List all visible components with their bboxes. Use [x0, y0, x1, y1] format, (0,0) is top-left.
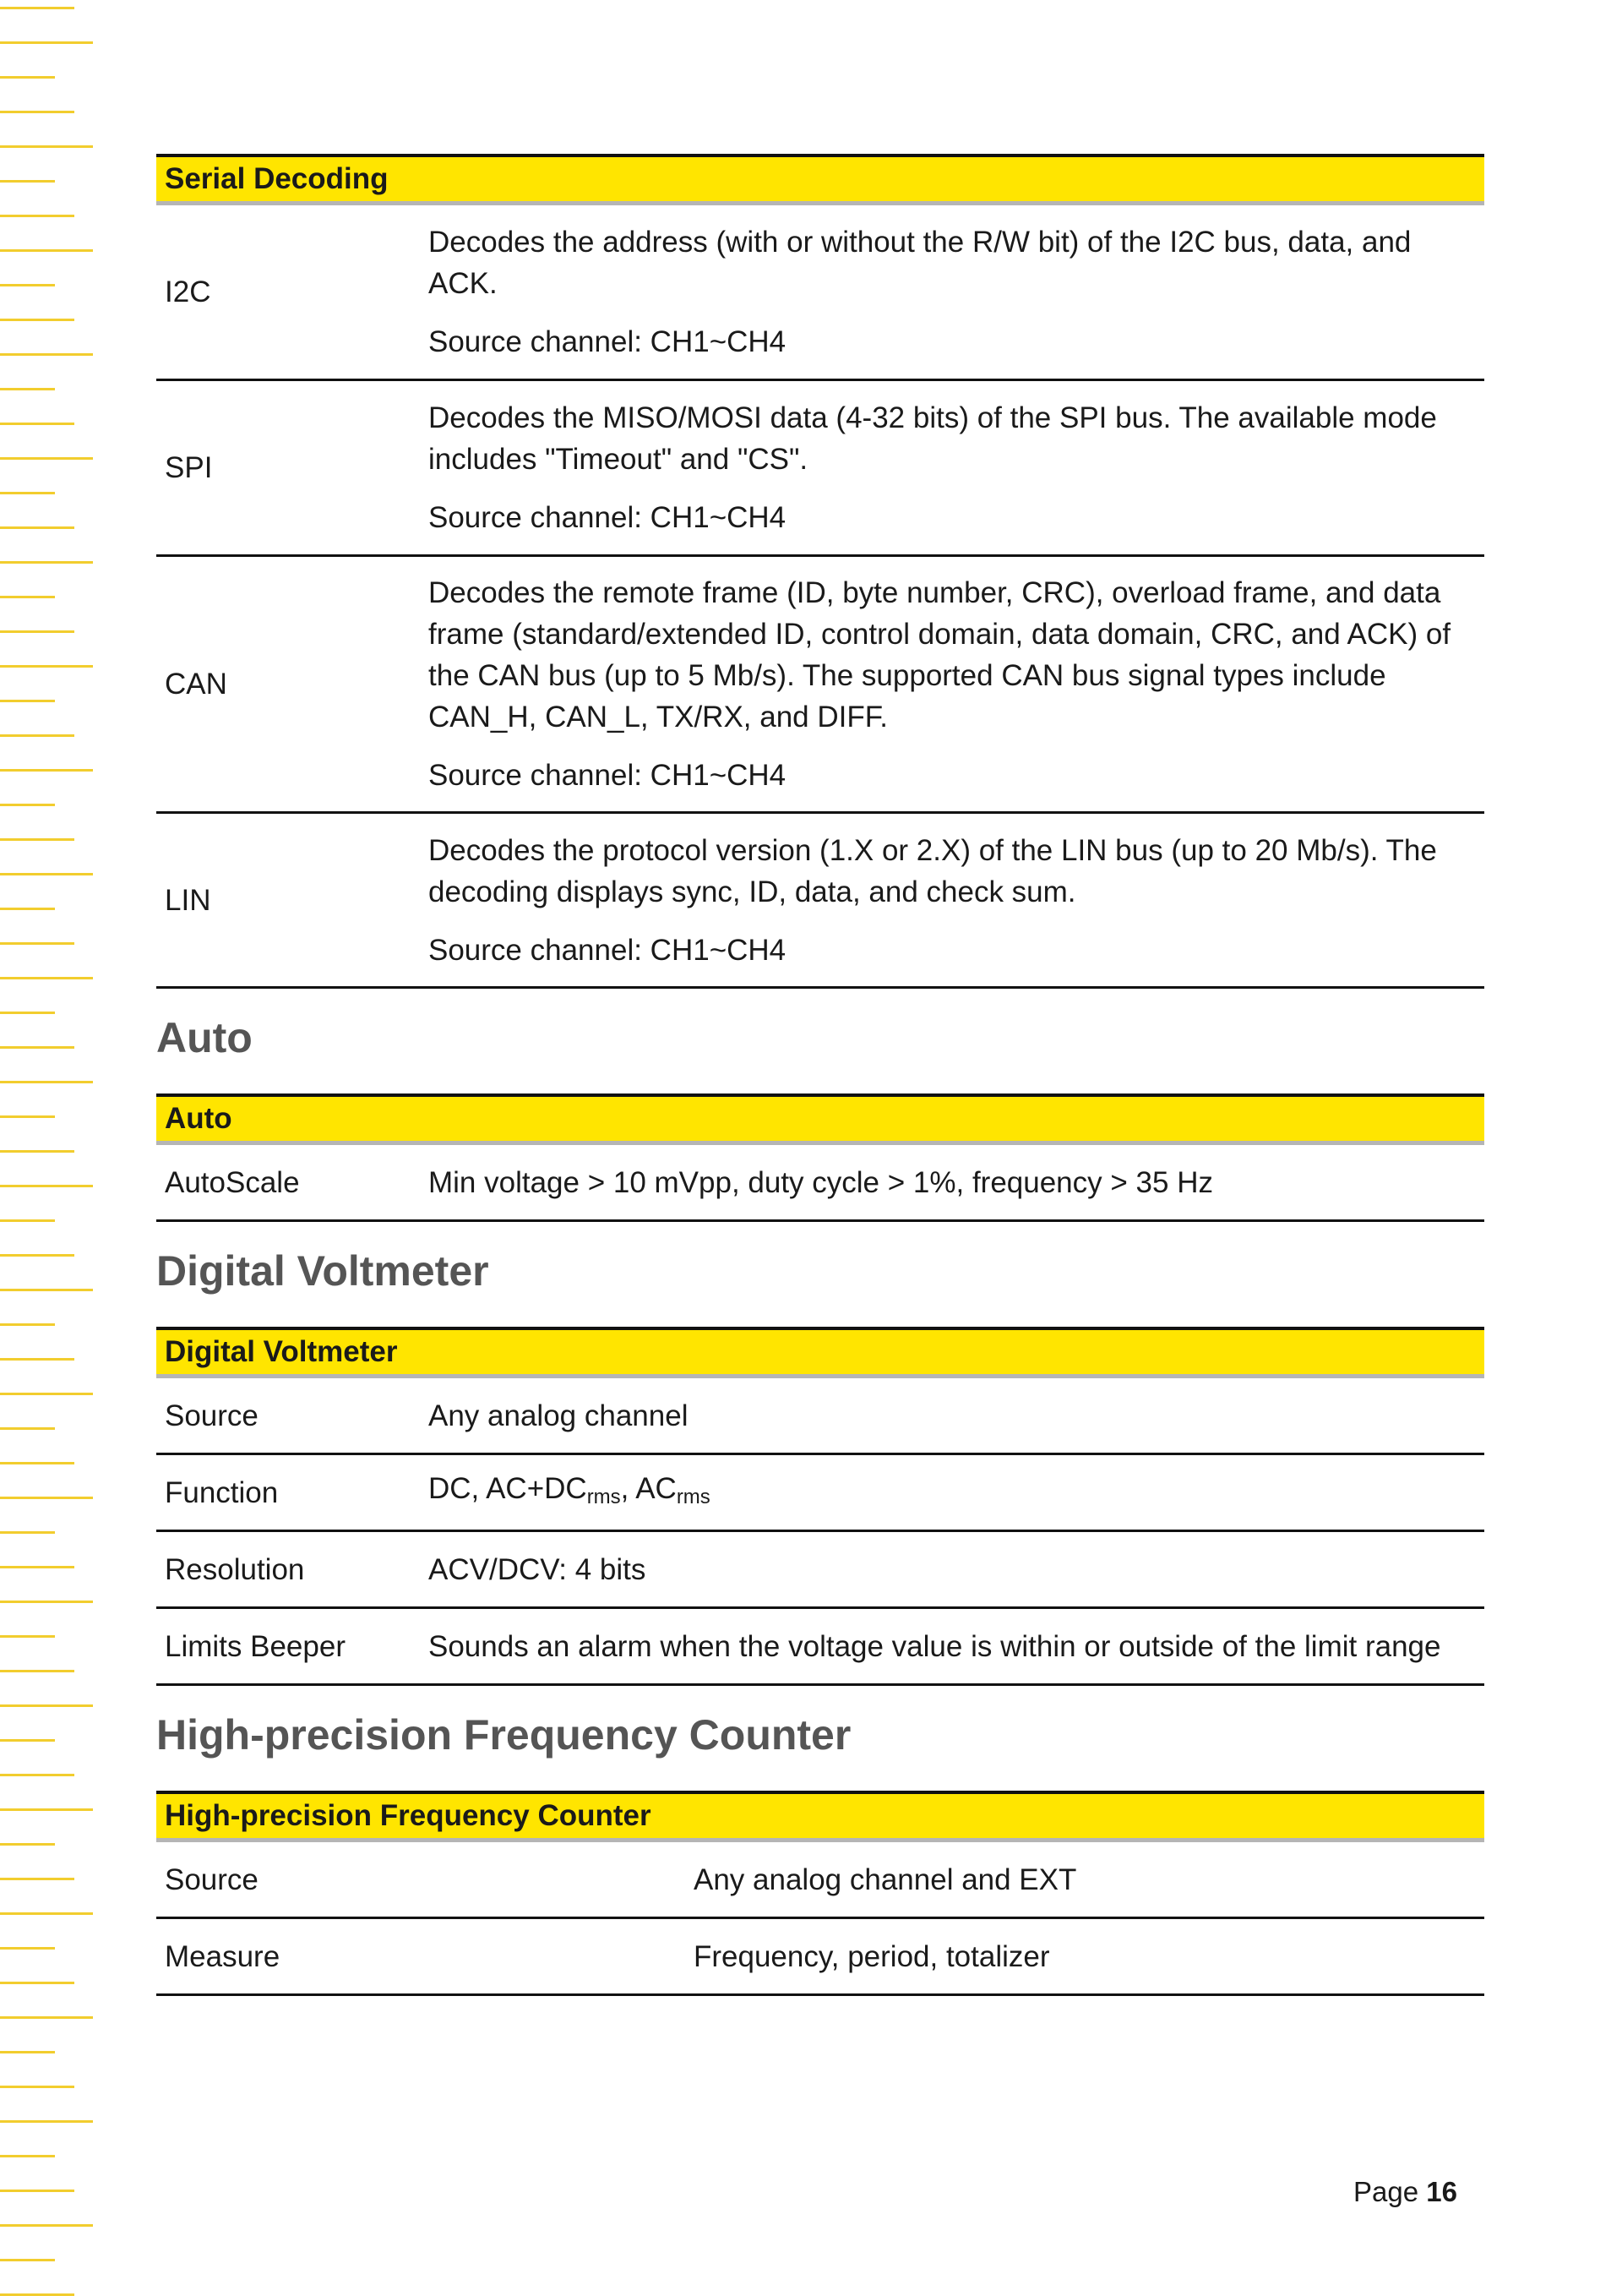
row-value: Frequency, period, totalizer — [685, 1918, 1484, 1995]
table-header: Auto — [156, 1095, 1484, 1143]
margin-line — [0, 388, 55, 390]
row-source: Source channel: CH1~CH4 — [428, 501, 787, 534]
margin-line — [0, 1219, 55, 1222]
row-description: Decodes the remote frame (ID, byte number, CRC), overload frame, and data frame (standard/extended ID, control domain, data domain, CRC, and ACK) of the CAN bus (up to 5 Mb/s). The supported CAN bus signal types include CAN_H, CAN_L, TX/RX, and DIFF. — [428, 576, 1451, 734]
row-value: Sounds an alarm when the voltage value is within or outside of the limit range — [420, 1608, 1484, 1685]
row-label: Resolution — [156, 1531, 420, 1608]
margin-line — [0, 1289, 93, 1291]
margin-line — [0, 7, 74, 9]
row-description: Decodes the MISO/MOSI data (4-32 bits) of the SPI bus. The available mode includes "Timeout" and "CS". — [428, 401, 1437, 476]
row-label: CAN — [156, 556, 420, 813]
table-row — [156, 1918, 1484, 1995]
margin-line — [0, 2016, 93, 2019]
margin-line — [0, 249, 93, 252]
margin-line — [0, 423, 74, 425]
row-value — [420, 204, 1484, 380]
margin-line — [0, 41, 93, 44]
margin-line — [0, 1601, 93, 1603]
section-heading-auto: Auto — [156, 1014, 253, 1061]
margin-line — [0, 1012, 55, 1014]
row-value: ACV/DCV: 4 bits — [420, 1531, 1484, 1608]
margin-line — [0, 700, 55, 702]
row-value — [420, 1454, 1484, 1531]
margin-line — [0, 561, 93, 564]
margin-line — [0, 1982, 74, 1984]
row-value: Any analog channel — [420, 1377, 1484, 1454]
margin-line — [0, 1115, 55, 1118]
row-label: Limits Beeper — [156, 1608, 420, 1685]
row-label: Source — [156, 1841, 685, 1918]
row-label: Function — [156, 1454, 420, 1531]
table-row — [156, 813, 1484, 988]
margin-line — [0, 1739, 55, 1742]
table-row — [156, 1608, 1484, 1685]
margin-line — [0, 180, 55, 183]
margin-line — [0, 111, 74, 113]
table-row — [156, 204, 1484, 380]
row-label: Measure — [156, 1918, 685, 1995]
margin-decoration — [0, 0, 97, 2294]
margin-line — [0, 1531, 55, 1534]
margin-line — [0, 2120, 93, 2123]
margin-line — [0, 1843, 55, 1846]
margin-line — [0, 665, 93, 668]
table-row — [156, 1841, 1484, 1918]
margin-line — [0, 769, 93, 772]
margin-line — [0, 1393, 93, 1395]
margin-line — [0, 215, 74, 217]
margin-line — [0, 457, 93, 460]
margin-line — [0, 1947, 55, 1950]
section-heading-frequency-counter: High-precision Frequency Counter — [156, 1711, 852, 1759]
table-header: High-precision Frequency Counter — [156, 1792, 1484, 1841]
margin-line — [0, 942, 74, 945]
row-value: Any analog channel and EXT — [685, 1841, 1484, 1918]
margin-line — [0, 2051, 55, 2053]
margin-line — [0, 1670, 74, 1672]
margin-line — [0, 1254, 74, 1257]
margin-line — [0, 1635, 55, 1638]
row-source: Source channel: CH1~CH4 — [428, 759, 787, 792]
digital-voltmeter-table — [156, 1327, 1484, 1686]
table-row — [156, 556, 1484, 813]
margin-line — [0, 1323, 55, 1326]
table-row — [156, 1531, 1484, 1608]
frequency-counter-table — [156, 1791, 1484, 1996]
function-part: DC, AC+DC — [428, 1471, 587, 1505]
margin-line — [0, 1081, 93, 1083]
margin-line — [0, 2155, 55, 2157]
margin-line — [0, 353, 93, 356]
row-description: Decodes the protocol version (1.X or 2.X) of the LIN bus (up to 20 Mb/s). The decoding displays sync, ID, data, and check sum. — [428, 833, 1437, 908]
serial-decoding-table — [156, 154, 1484, 989]
margin-line — [0, 2259, 55, 2261]
page-label: Page — [1353, 2176, 1419, 2207]
margin-line — [0, 977, 93, 979]
page-number — [1353, 2176, 1457, 2208]
margin-line — [0, 1185, 93, 1187]
table-row — [156, 1377, 1484, 1454]
table-header: Digital Voltmeter — [156, 1328, 1484, 1377]
margin-line — [0, 1150, 74, 1153]
margin-line — [0, 1774, 74, 1776]
row-value — [420, 813, 1484, 988]
margin-line — [0, 1427, 55, 1430]
margin-line — [0, 630, 74, 633]
row-label: AutoScale — [156, 1143, 420, 1221]
margin-line — [0, 2086, 74, 2088]
page-number-value: 16 — [1426, 2176, 1457, 2207]
row-value — [420, 556, 1484, 813]
margin-line — [0, 1566, 74, 1568]
row-source: Source channel: CH1~CH4 — [428, 325, 787, 358]
margin-line — [0, 1358, 74, 1361]
margin-line — [0, 1704, 93, 1707]
auto-table — [156, 1093, 1484, 1222]
margin-line — [0, 2224, 93, 2227]
row-value: Min voltage > 10 mVpp, duty cycle > 1%, frequency > 35 Hz — [420, 1143, 1484, 1221]
table-row — [156, 380, 1484, 556]
row-label: SPI — [156, 380, 420, 556]
margin-line — [0, 284, 55, 286]
row-label: Source — [156, 1377, 420, 1454]
margin-line — [0, 596, 55, 598]
margin-line — [0, 1046, 74, 1049]
table-row — [156, 1143, 1484, 1221]
margin-line — [0, 76, 55, 79]
margin-line — [0, 1497, 93, 1499]
margin-line — [0, 734, 74, 737]
margin-line — [0, 319, 74, 321]
row-value — [420, 380, 1484, 556]
function-subscript: rms — [676, 1485, 710, 1508]
row-description: Decodes the address (with or without the R/W bit) of the I2C bus, data, and ACK. — [428, 226, 1412, 300]
section-heading-digital-voltmeter: Digital Voltmeter — [156, 1247, 489, 1295]
margin-line — [0, 908, 55, 910]
margin-line — [0, 873, 93, 875]
function-part: , AC — [620, 1471, 677, 1505]
function-subscript: rms — [586, 1485, 621, 1508]
margin-line — [0, 1808, 93, 1811]
page-content — [156, 154, 1484, 1996]
row-label: LIN — [156, 813, 420, 988]
margin-line — [0, 492, 55, 494]
margin-line — [0, 804, 55, 806]
margin-line — [0, 1462, 74, 1464]
margin-line — [0, 838, 74, 841]
margin-line — [0, 2190, 74, 2192]
margin-line — [0, 1878, 74, 1880]
margin-line — [0, 1912, 93, 1915]
margin-line — [0, 526, 74, 529]
row-label: I2C — [156, 204, 420, 380]
table-row — [156, 1454, 1484, 1531]
row-source: Source channel: CH1~CH4 — [428, 933, 787, 967]
table-header: Serial Decoding — [156, 155, 1484, 204]
margin-line — [0, 145, 93, 148]
